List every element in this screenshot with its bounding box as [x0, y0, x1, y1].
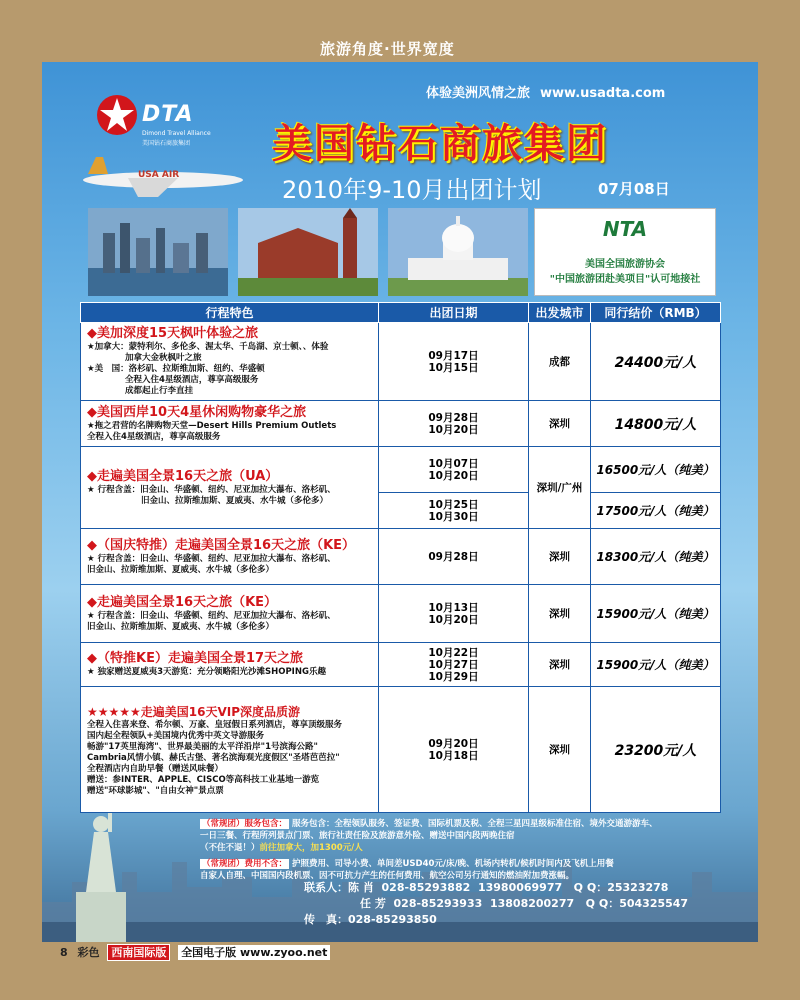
tagline: 体验美洲风情之旅 www.usadta.com — [426, 86, 666, 101]
edition-badge: 西南国际版 — [107, 944, 170, 961]
poster — [42, 62, 758, 942]
edition-link[interactable]: 全国电子版 www.zyoo.net — [178, 945, 330, 960]
table-row: ◆走遍美国全景16天之旅（KE） ★ 行程含盖：旧金山、华盛顿、纽约、尼亚加拉大瀑布、洛杉矶、 旧金山、拉斯维加斯、夏威夷、水牛城（多伦多） 10月13日 10月20日 深圳 15900元/人（纯美） — [81, 585, 721, 643]
header-feature: 行程特色 — [81, 303, 379, 323]
table-row: ◆（特推KE）走遍美国全景17天之旅 ★ 独家赠送夏威夷3天游览：充分领略阳光沙滩SHOPING乐趣 10月22日 10月27日 10月29日 深圳 15900元/人（纯美） — [81, 643, 721, 687]
contact-name-2: 任 芳 — [360, 897, 386, 910]
contact-qq-2: 504325547 — [619, 897, 689, 910]
contact-mobile-2: 13808200277 — [489, 897, 575, 910]
includes-label: （常规团）服务包含： — [202, 819, 288, 829]
itinerary-table — [80, 302, 720, 813]
contact-mobile-1: 13980069977 — [477, 881, 563, 894]
service-notes: （常规团）服务包含： 服务包含：全程领队服务、签证费、国际机票及税、全程三星四星级标准住宿、境外交通游游车、 一日三餐、行程所列景点门票、旅行社责任险及旅游意外险、赠送中国内段两晚住宿 （不住不退！）前往加拿大，加1300元/人 （常规团）费用不含： 护照费用、司导小费、单间差USD40元/床/晚、机场内转机/候机时间内及飞机上用餐 自家人自理、中国国内段机票、因不可抗力产生的任何费用、航空公司另行通知的燃油附加费涨幅。 — [200, 819, 658, 881]
new-york-skyline-photo — [88, 208, 228, 296]
header-date: 出团日期 — [379, 303, 529, 323]
airplane-image — [68, 152, 248, 202]
dta-logo: DTA Dimond Travel Alliance 美国钻石商旅集团 — [94, 92, 214, 152]
header-price: 同行结价（RMB） — [591, 303, 721, 323]
contact-phone-2: 028-85293933 — [393, 897, 483, 910]
table-row: 10月25日 10月30日 17500元/人（纯美） — [81, 493, 721, 529]
page-number: 8 — [60, 946, 68, 959]
nta-logo: NTA — [602, 217, 648, 241]
plane-label: USA AIR — [138, 170, 180, 180]
contact-fax: 028-85293850 — [348, 913, 437, 926]
table-row: ◆美国西岸10天4星休闲购物豪华之旅 ★拖之君营的名牌购物天堂—Desert Hills Premium Outlets 全程入住4星级酒店，尊享高级服务 09月28日 10月20日 深圳 14800元/人 — [81, 401, 721, 447]
table-row: ★★★★★走遍美国16天VIP深度品质游 全程入住喜来登、希尔顿、万豪、皇冠假日系列酒店，尊享顶级服务 国内起全程领队+美国境内优秀中英文导游服务 畅游"17英里海湾"、世界最美丽的太平洋沿岸"1号滨海公路" Cambria风情小镇、赫氏古堡、著名滨海观光度假区"圣塔芭芭拉" 全程酒店内自助早餐（赠送风味餐） 赠送：参INTER、APPLE、CISCO等高科技工业基地一游览 赠送"环球影城"、"自由女神"景点票 09月20日 10月18日 深圳 23200元/人 — [81, 687, 721, 813]
contact-name-1: 陈 肖 — [348, 881, 374, 894]
contact-info: 联系人：陈 肖 028-85293882 13980069977 Q Q：25323278 任 芳 028-85293933 13808200277 Q Q：504325547 传 真：028-85293850 — [304, 881, 689, 926]
contact-qq-1: 25323278 — [607, 881, 669, 894]
contact-phone-1: 028-85293882 — [381, 881, 471, 894]
issue-date: 07月08日 — [598, 180, 670, 198]
capitol-building-photo — [388, 208, 528, 296]
harvard-building-photo — [238, 208, 378, 296]
excludes-label: （常规团）费用不含： — [202, 859, 288, 869]
header-city: 出发城市 — [529, 303, 591, 323]
table-row: ◆走遍美国全景16天之旅（UA） ★ 行程含盖：旧金山、华盛顿、纽约、尼亚加拉大瀑布、洛杉矶、 旧金山、拉斯维加斯、夏威夷、水牛城（多伦多） 10月07日 10月20日 深圳/广州 16500元/人（纯美） — [81, 447, 721, 493]
website-link[interactable]: www.usadta.com — [540, 86, 666, 101]
page-title: 美国钻石商旅集团 — [272, 121, 608, 167]
page-footer: 8 彩色 西南国际版 全国电子版 www.zyoo.net — [60, 944, 330, 960]
page-subtitle: 2010年9-10月出团计划 — [282, 176, 542, 204]
logo-star-icon — [94, 92, 140, 138]
table-row: ◆美加深度15天枫叶体验之旅 ★加拿大：蒙特利尔、多伦多、渥太华、千岛湖、京士顿、、体验 加拿大金秋枫叶之旅 ★美 国：洛杉矶、拉斯维加斯、纽约、华盛顿 全程入住4星级酒店，尊享高级服务 成都起止行李直挂 09月17日 10月15日 成都 24400元/人 — [81, 323, 721, 401]
nta-certification-box: NTA 美国全国旅游协会 "中国旅游团赴美项目"认可地接社 — [534, 208, 716, 296]
top-slogan: 旅游角度·世界宽度 — [320, 40, 455, 58]
table-row: ◆（国庆特推）走遍美国全景16天之旅（KE） ★ 行程含盖：旧金山、华盛顿、纽约、尼亚加拉大瀑布、洛杉矶、 旧金山、拉斯维加斯、夏威夷、水牛城（多伦多） 09月28日 深圳 18300元/人（纯美） — [81, 529, 721, 585]
